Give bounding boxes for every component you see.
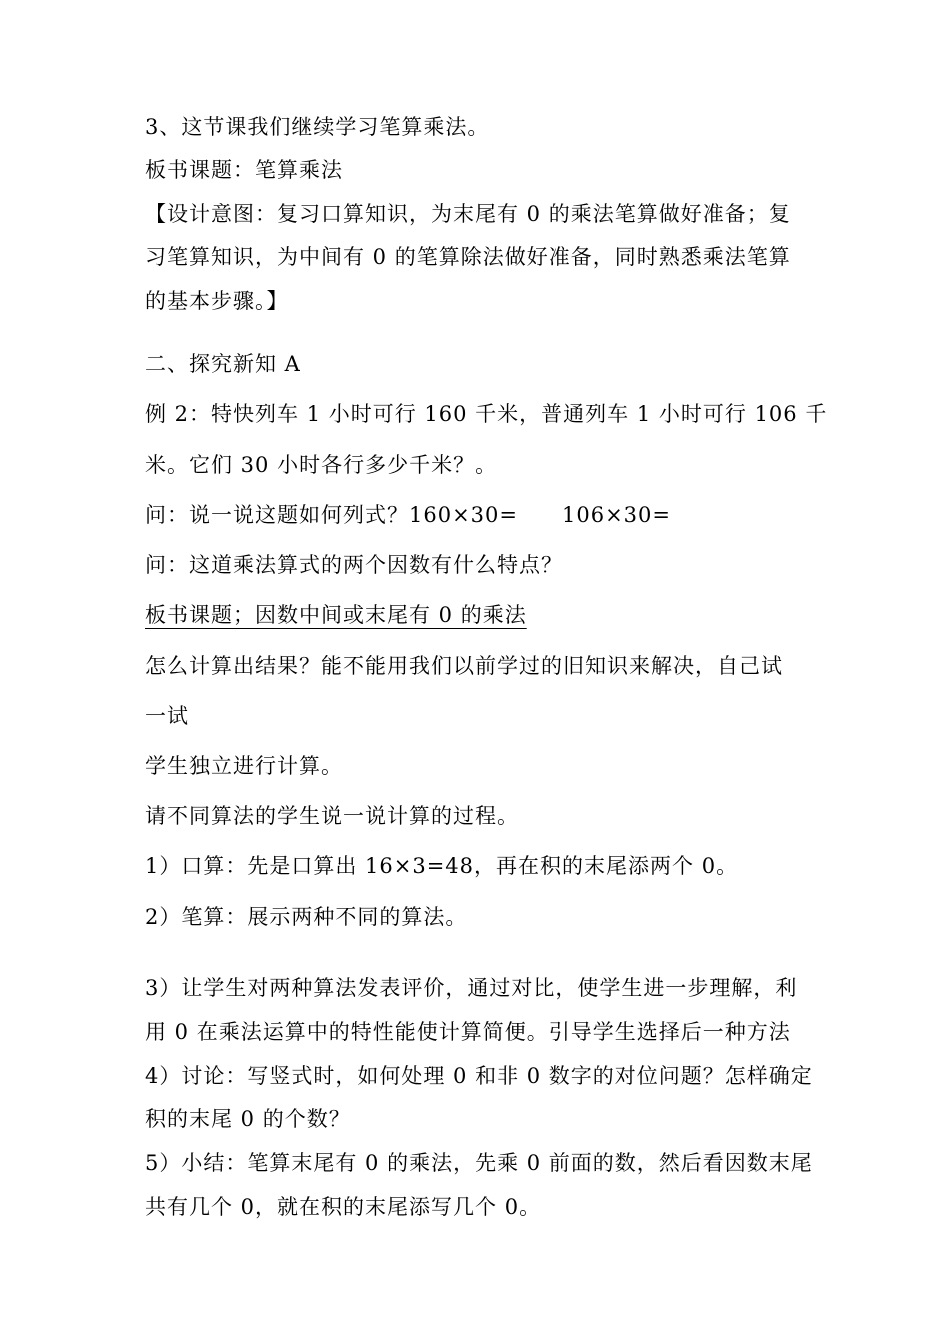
text-line: 【设计意图：复习口算知识，为末尾有 0 的乘法笔算做好准备；复 [145,202,791,226]
list-item: 3）让学生对两种算法发表评价，通过对比，使学生进一步理解，利 [145,976,798,1000]
text-line: 共有几个 0，就在积的末尾添写几个 0。 [145,1195,542,1219]
text-line: 米。它们 30 小时各行多少千米？。 [145,453,498,477]
text-line: 请不同算法的学生说一说计算的过程。 [145,804,519,828]
text-line: 3、这节课我们继续学习笔算乘法。 [145,115,490,139]
list-item: 2）笔算：展示两种不同的算法。 [145,905,468,929]
section-heading: 二、探究新知 A [145,352,301,376]
list-item: 1）口算：先是口算出 16×3=48，再在积的末尾添两个 0。 [145,854,739,878]
text-line: 一试 [145,704,189,728]
text-line: 的基本步骤。】 [145,289,289,313]
text-line: 习笔算知识，为中间有 0 的笔算除法做好准备，同时熟悉乘法笔算 [145,245,791,269]
list-item: 5）小结：笔算末尾有 0 的乘法，先乘 0 前面的数，然后看因数末尾 [145,1151,813,1175]
text-line: 怎么计算出结果？能不能用我们以前学过的旧知识来解决，自己试 [145,654,783,678]
text-line: 用 0 在乘法运算中的特性能使计算简便。引导学生选择后一种方法 [145,1020,791,1044]
text-line: 板书课题：笔算乘法 [145,158,343,182]
text-line: 问：说一说这题如何列式？160×30= 106×30= [145,503,671,527]
text-line: 积的末尾 0 的个数？ [145,1107,351,1131]
text-line: 例 2：特快列车 1 小时可行 160 千米，普通列车 1 小时可行 106 千 [145,402,828,426]
text-line: 问：这道乘法算式的两个因数有什么特点？ [145,553,563,577]
text-line: 学生独立进行计算。 [145,754,343,778]
list-item: 4）讨论：写竖式时，如何处理 0 和非 0 数字的对位问题？怎样确定 [145,1064,813,1088]
board-title: 板书课题；因数中间或末尾有 0 的乘法 [145,603,527,627]
